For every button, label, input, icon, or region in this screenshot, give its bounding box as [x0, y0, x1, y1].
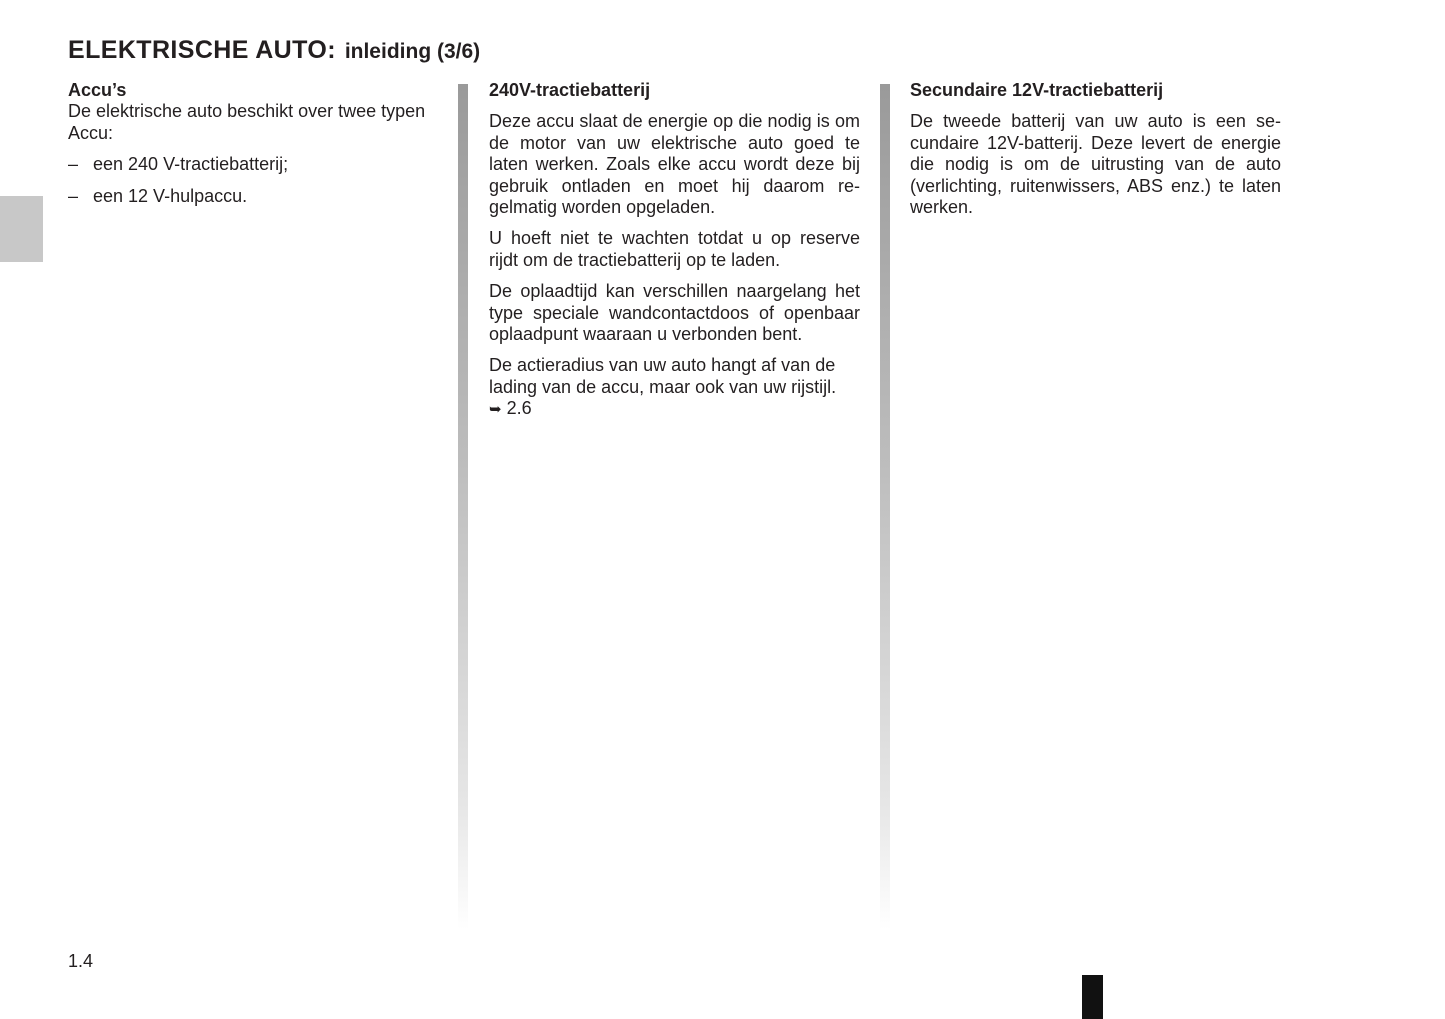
list-item-text: een 240 V-tractiebatterij;: [93, 154, 289, 175]
page-edge-marker: [1082, 975, 1103, 1019]
page-title-sub: inleiding (3/6): [344, 40, 481, 63]
section-heading-240v: 240V-tractiebatterij: [489, 80, 651, 100]
list-item: [68, 186, 444, 207]
paragraph: De oplaadtijd kan verschillen naargelang het type speciale wandcontactdoos of openbaar oplaadpunt waaraan u verbonden bent.: [489, 281, 860, 345]
reference-section-link[interactable]: 2.6: [506, 398, 532, 419]
paragraph-with-reference: [489, 355, 860, 420]
list-item: [68, 154, 444, 175]
intro-paragraph: De elektrische auto beschikt over twee typen Accu:: [68, 101, 426, 143]
column-divider: [458, 84, 468, 930]
column-divider: [880, 84, 890, 930]
dash-bullet: –: [68, 154, 79, 175]
reference-arrow-icon: ➥: [489, 401, 502, 419]
paragraph: Deze accu slaat de energie op die nodig is om de motor van uw elektrische auto goed te laten werken. Zoals elke accu wordt deze bij gebruik ontladen en moet hij daarom regelmatig worden opgeladen.: [489, 111, 860, 218]
paragraph: De actieradius van uw auto hangt af van de lading van de accu, maar ook van uw rijstijl.: [489, 355, 837, 397]
page-title: [68, 31, 480, 68]
section-heading-12v: Secundaire 12V-tractiebatterij: [910, 80, 1164, 100]
page-title-main: ELEKTRISCHE AUTO:: [68, 36, 336, 64]
list-item-text: een 12 V-hulpaccu.: [93, 185, 248, 206]
column-secondary-battery: [910, 80, 1281, 228]
column-batteries: [68, 80, 444, 217]
chapter-tab-marker: [0, 196, 43, 262]
section-heading-accus: Accu’s: [68, 80, 127, 100]
battery-type-list: [68, 154, 444, 207]
page-number: 1.4: [68, 951, 94, 971]
paragraph: De tweede batterij van uw auto is een secundaire 12V-batterij. Deze levert de energie die nodig is om de uitrusting van de auto (verlichting, ruitenwissers, ABS enz.) te laten werken.: [910, 111, 1281, 218]
column-traction-battery: [489, 80, 860, 431]
dash-bullet: –: [68, 185, 79, 206]
paragraph: U hoeft niet te wachten totdat u op reserve rijdt om de tractiebatterij op te laden.: [489, 228, 860, 270]
